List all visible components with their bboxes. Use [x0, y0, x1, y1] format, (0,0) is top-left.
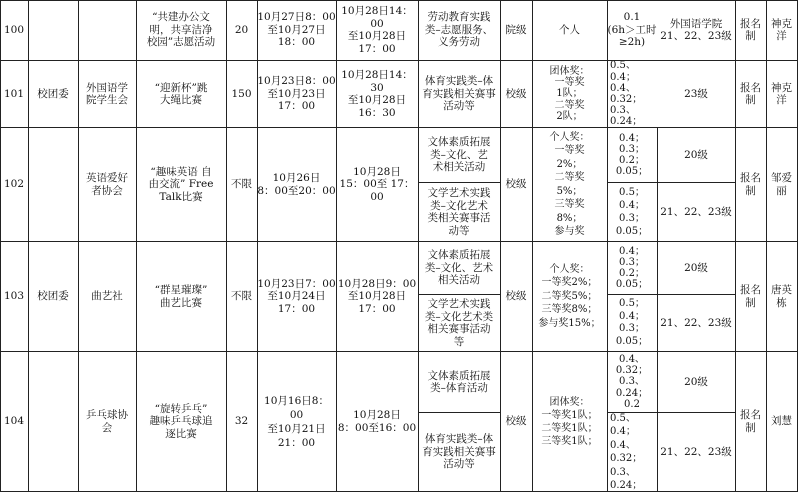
activity-time: 10月28日 8：00至16：00: [337, 409, 417, 434]
activity-category: 文体素质拓展 类–文化、艺 术相关活动: [427, 136, 491, 174]
quota: 32: [234, 415, 249, 428]
award-setting: 个人奖： 一等奖2%； 二等奖5%； 三等奖8%； 参与奖15%；: [538, 263, 601, 329]
row-number: 101: [3, 87, 25, 100]
organizing-unit: 校团委: [37, 87, 69, 100]
credit-value: 0.5、0.4； 0.4、 0.32； 0.3、 0.24；: [610, 61, 643, 127]
activity-level: 校级: [505, 87, 527, 100]
contact-person: 神克 洋: [771, 17, 792, 42]
activity-category: 劳动教育实践 类–志愿服务、 义务劳动: [424, 11, 494, 49]
quota: 不限: [231, 178, 252, 191]
row-number: 100: [3, 23, 25, 36]
activity-level: 校级: [505, 415, 527, 428]
activity-level: 校级: [505, 290, 527, 303]
award-setting: 个人: [559, 23, 580, 36]
organizing-unit: 校团委: [37, 290, 69, 303]
host-organization: 外国语学 院学生会: [86, 81, 128, 106]
signup-time: 10月26日 8：00至20：00: [257, 172, 336, 197]
award-setting: 团体奖： 一等奖1队； 二等奖1队； 三等奖1队；: [541, 396, 598, 447]
target-grade: 20级: [684, 375, 708, 388]
credit-value: 0.4、 0.32； 0.3、 0.24； 0.2: [615, 353, 649, 410]
row-number: 104: [3, 415, 25, 428]
grid-line: [0, 491, 798, 492]
activity-name: “群星璀璨” 曲艺比赛: [154, 284, 208, 309]
activity-category: 文学艺术实践 类–文化艺术类 相关赛事活动 等: [424, 298, 494, 348]
row-number: 103: [3, 290, 25, 303]
host-organization: 曲艺社: [91, 290, 123, 303]
contact-person: 唐英 栋: [771, 284, 792, 309]
participation-method: 报名 制: [740, 172, 761, 197]
participation-method: 报名 制: [740, 284, 761, 309]
signup-time: 10月16日8： 00 至10月21日 21：00: [264, 394, 329, 449]
target-grade: 20级: [684, 261, 708, 274]
activity-time: 10月28日14：00 至10月28日 17：00: [341, 5, 413, 55]
activity-level: 院级: [505, 23, 527, 36]
target-grade: 20级: [684, 148, 708, 161]
target-grade: 21、22、23级: [660, 316, 732, 329]
contact-person: 邹爱 丽: [771, 172, 792, 197]
activity-name: “迎新杯”跳 大绳比赛: [154, 81, 208, 106]
signup-time: 10月23日7：00 至10月24日 17：00: [257, 277, 336, 315]
credit-value: 0.5； 0.4； 0.3； 0.05；: [615, 298, 649, 347]
activity-category: 文体素质拓展 类–文化、艺术 相关活动: [424, 249, 494, 287]
participation-method: 报名 制: [740, 409, 761, 434]
participation-method: 报名 制: [740, 17, 761, 42]
host-organization: 英语爱好 者协会: [86, 172, 128, 197]
credit-value: 0.5、0.4； 0.4、 0.32； 0.3、 0.24；: [610, 413, 643, 491]
activity-level: 校级: [505, 178, 527, 191]
participation-method: 报名 制: [740, 81, 761, 106]
award-setting: 个人奖： 一等奖 2%； 二等奖 5%； 三等奖 8%； 参与奖: [549, 131, 590, 237]
activity-name: “趣味英语 自 由交流” Free Talk比赛: [148, 165, 214, 203]
quota: 20: [234, 23, 249, 36]
activity-name: “旋转乒乓” 趣味乒乓球追 逐比赛: [149, 402, 213, 440]
activity-category: 文体素质拓展 类–体育活动: [427, 369, 491, 394]
quota: 不限: [231, 290, 252, 303]
credit-value: 0.5； 0.4； 0.3； 0.05；: [615, 187, 649, 237]
credit-value: 0.4； 0.3； 0.2； 0.05；: [615, 132, 649, 178]
contact-person: 刘慧: [771, 415, 792, 428]
host-organization: 乒乓球协 会: [86, 409, 128, 434]
target-grade: 21、22、23级: [660, 445, 732, 458]
signup-time: 10月23日8：00 至10月23日 17：00: [257, 75, 336, 113]
target-grade: 23级: [684, 87, 708, 100]
activity-name: “共建办公文 明，共享洁净 校园”志愿活动: [146, 11, 216, 49]
signup-time: 10月27日8：00 至10月27日 18：00: [257, 11, 336, 49]
activity-time: 10月28日9：00 至10月28日 17：00: [337, 277, 417, 315]
credit-value: 0.1 (6h＞工时 ≥2h): [607, 11, 657, 49]
activity-category: 体育实践类–体 育实践相关赛事 活动等: [422, 75, 496, 113]
activity-time: 10月28日14：30 至10月28日 16：30: [341, 69, 413, 119]
target-grade: 外国语学院 21、22、23级: [660, 17, 732, 42]
quota: 150: [231, 87, 252, 100]
target-grade: 21、22、23级: [660, 205, 732, 218]
credit-value: 0.4； 0.3； 0.2； 0.05；: [615, 245, 649, 291]
row-number: 102: [3, 178, 25, 191]
activity-category: 体育实践类–体 育实践相关赛事 活动等: [422, 433, 496, 471]
contact-person: 神克 洋: [771, 81, 792, 106]
activity-time: 10月28日 15：00至 17：00: [339, 165, 415, 203]
award-setting: 团体奖： 一等奖 1队； 二等奖 2队；: [549, 65, 590, 122]
activity-category: 文学艺术实践 类–文化艺术 类相关赛事活 动等: [427, 187, 491, 237]
